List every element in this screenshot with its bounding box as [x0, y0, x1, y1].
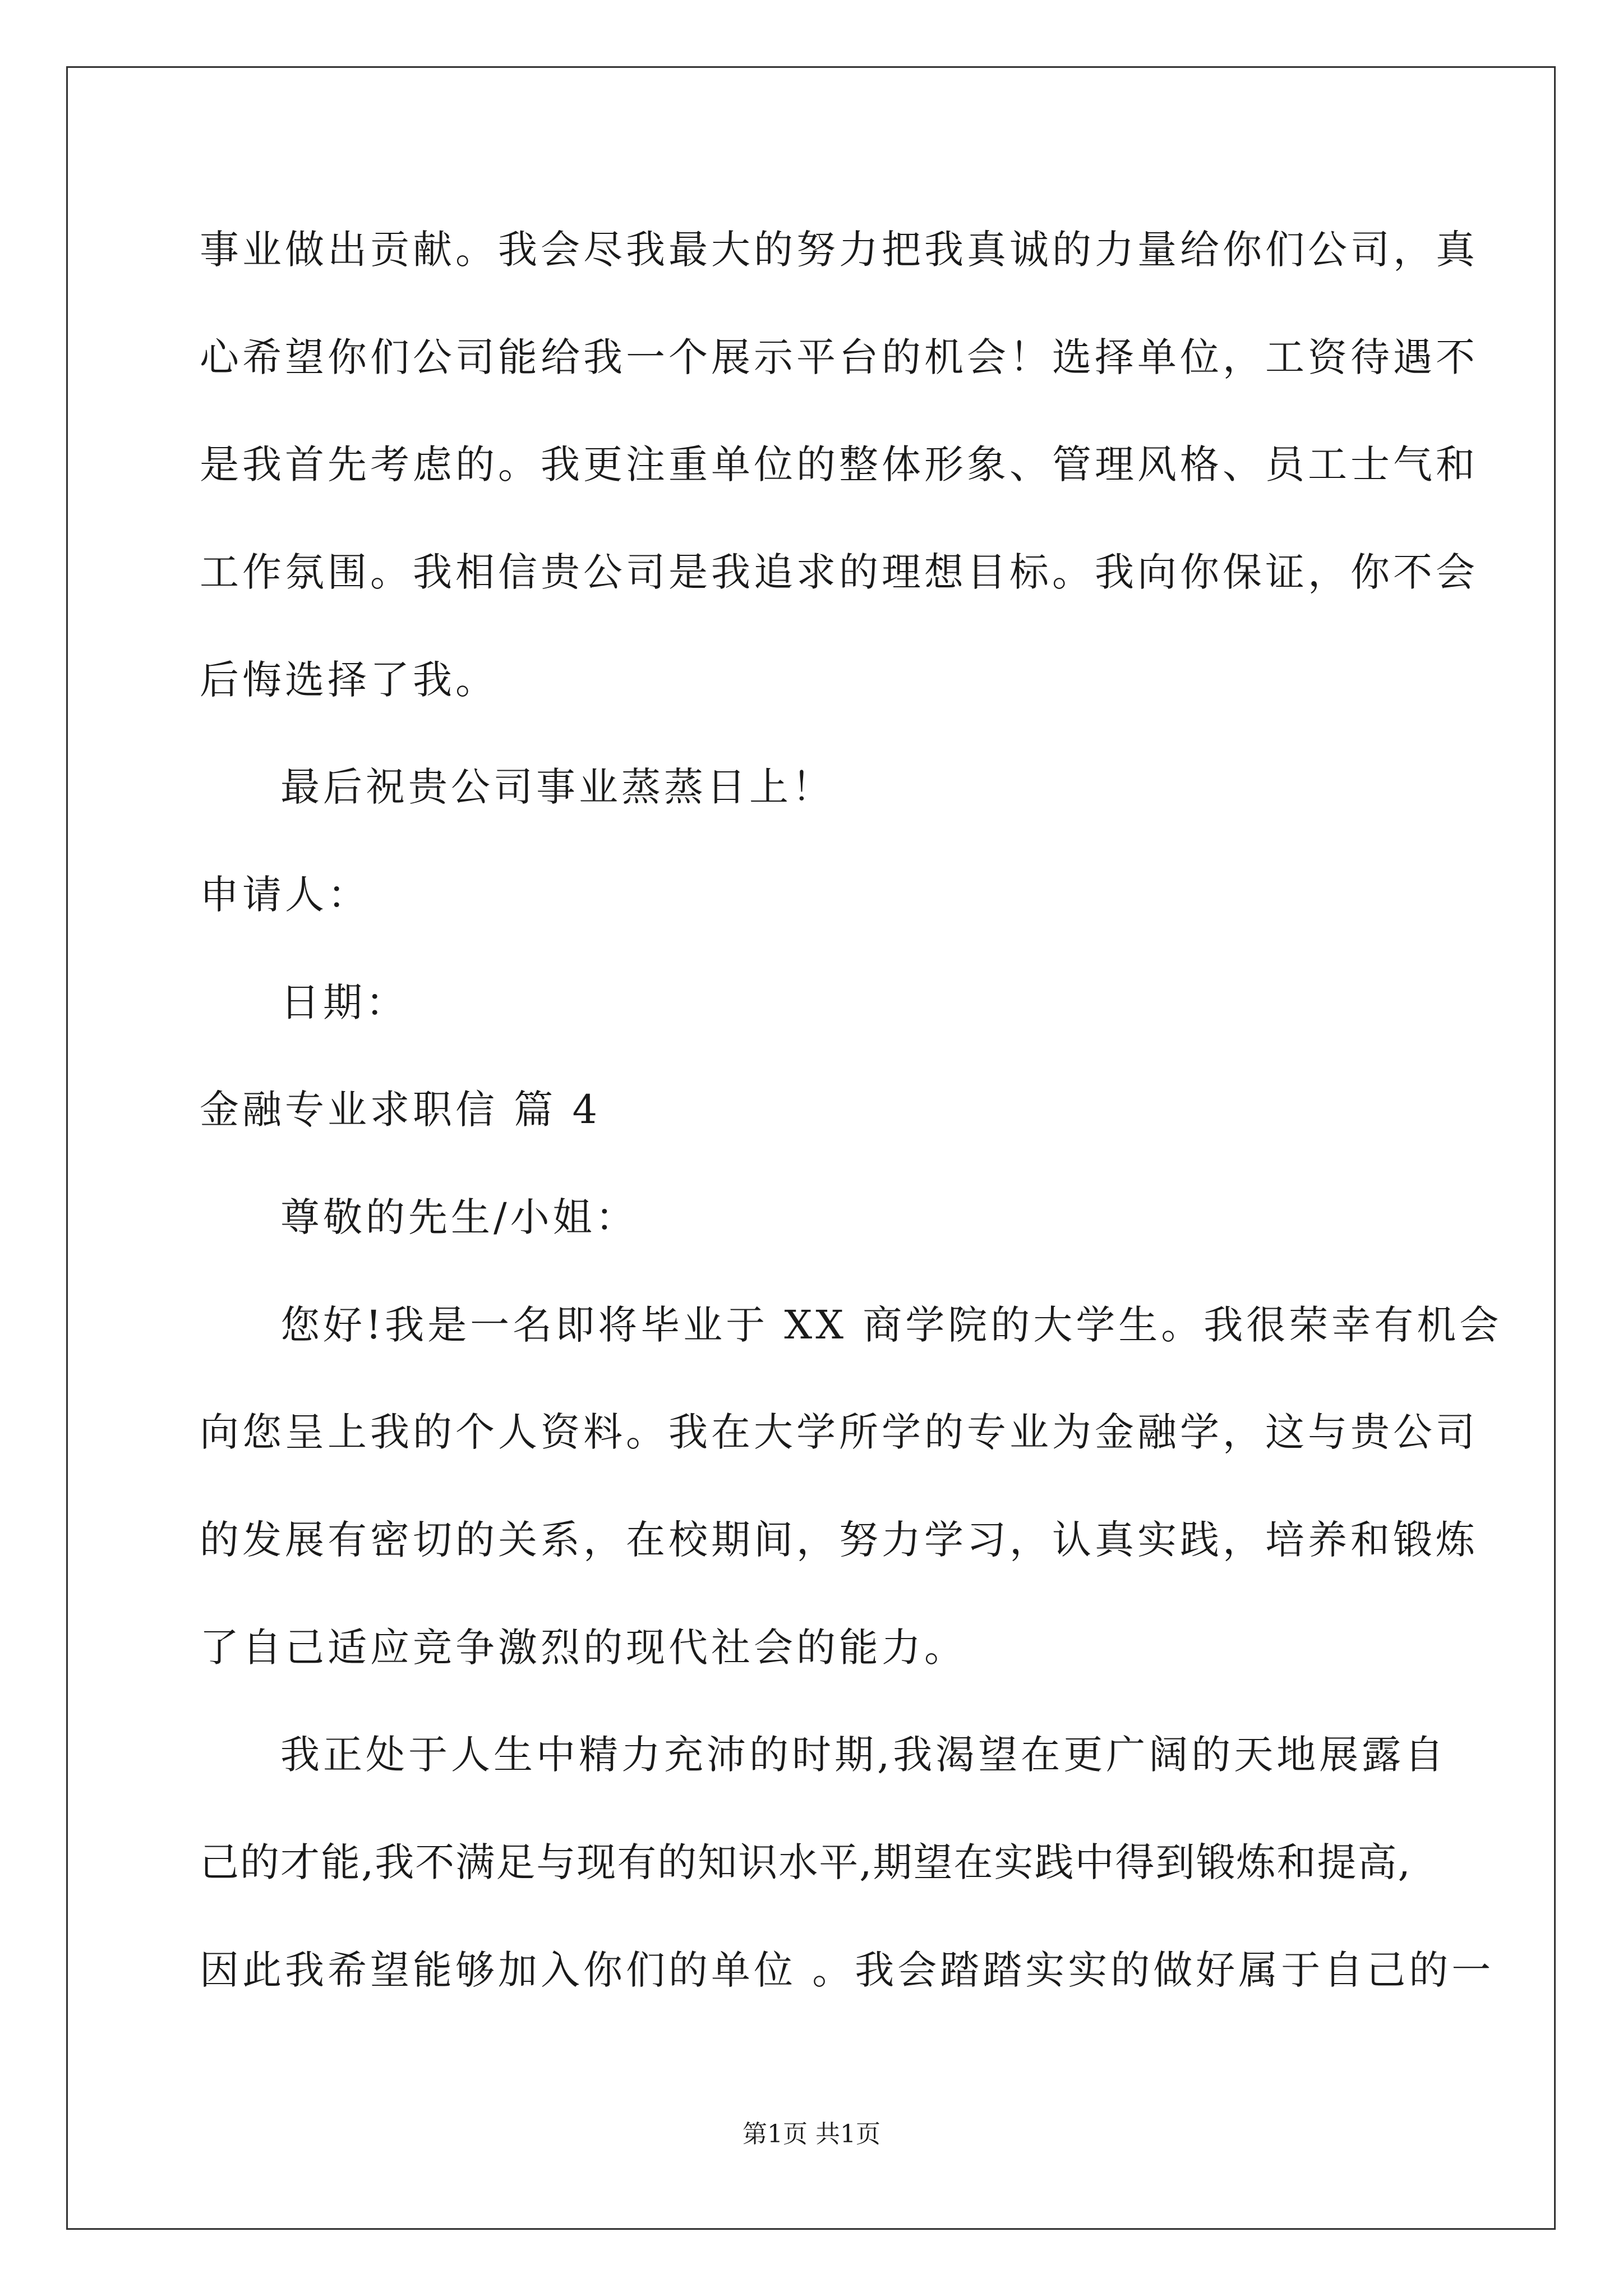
body-line: 我正处于人生中精力充沛的时期,我渴望在更广阔的天地展露自: [280, 1732, 1447, 1778]
section-heading: 金融专业求职信 篇 4: [200, 1087, 601, 1133]
body-line: 是我首先考虑的。我更注重单位的整体形象、管理风格、员工士气和: [200, 441, 1478, 487]
body-line: 的发展有密切的关系，在校期间，努力学习，认真实践，培养和锻炼: [200, 1517, 1478, 1563]
body-line: 了自己适应竞争激烈的现代社会的能力。: [200, 1625, 967, 1671]
date-label: 日期：: [280, 979, 408, 1025]
body-line: 己的才能,我不满足与现有的知识水平,期望在实践中得到锻炼和提高,: [200, 1839, 1412, 1885]
closing-wish: 最后祝贵公司事业蒸蒸日上！: [280, 764, 834, 810]
body-line: 心希望你们公司能给我一个展示平台的机会！选择单位，工资待遇不: [200, 334, 1478, 380]
body-line: 您好!我是一名即将毕业于 XX 商学院的大学生。我很荣幸有机会: [280, 1302, 1502, 1348]
page-number-footer: 第1页 共1页: [743, 2120, 880, 2148]
body-line: 工作氛围。我相信贵公司是我追求的理想目标。我向你保证，你不会: [200, 549, 1478, 595]
page-border: [66, 66, 1556, 2230]
salutation: 尊敬的先生/小姐：: [280, 1194, 638, 1240]
body-line: 后悔选择了我。: [200, 657, 498, 703]
applicant-label: 申请人：: [200, 872, 370, 918]
body-line: 向您呈上我的个人资料。我在大学所学的专业为金融学，这与贵公司: [200, 1409, 1478, 1455]
body-line: 事业做出贡献。我会尽我最大的努力把我真诚的力量给你们公司，真: [200, 227, 1478, 273]
body-line: 因此我希望能够加入你们的单位 。我会踏踏实实的做好属于自己的一: [200, 1947, 1495, 1993]
